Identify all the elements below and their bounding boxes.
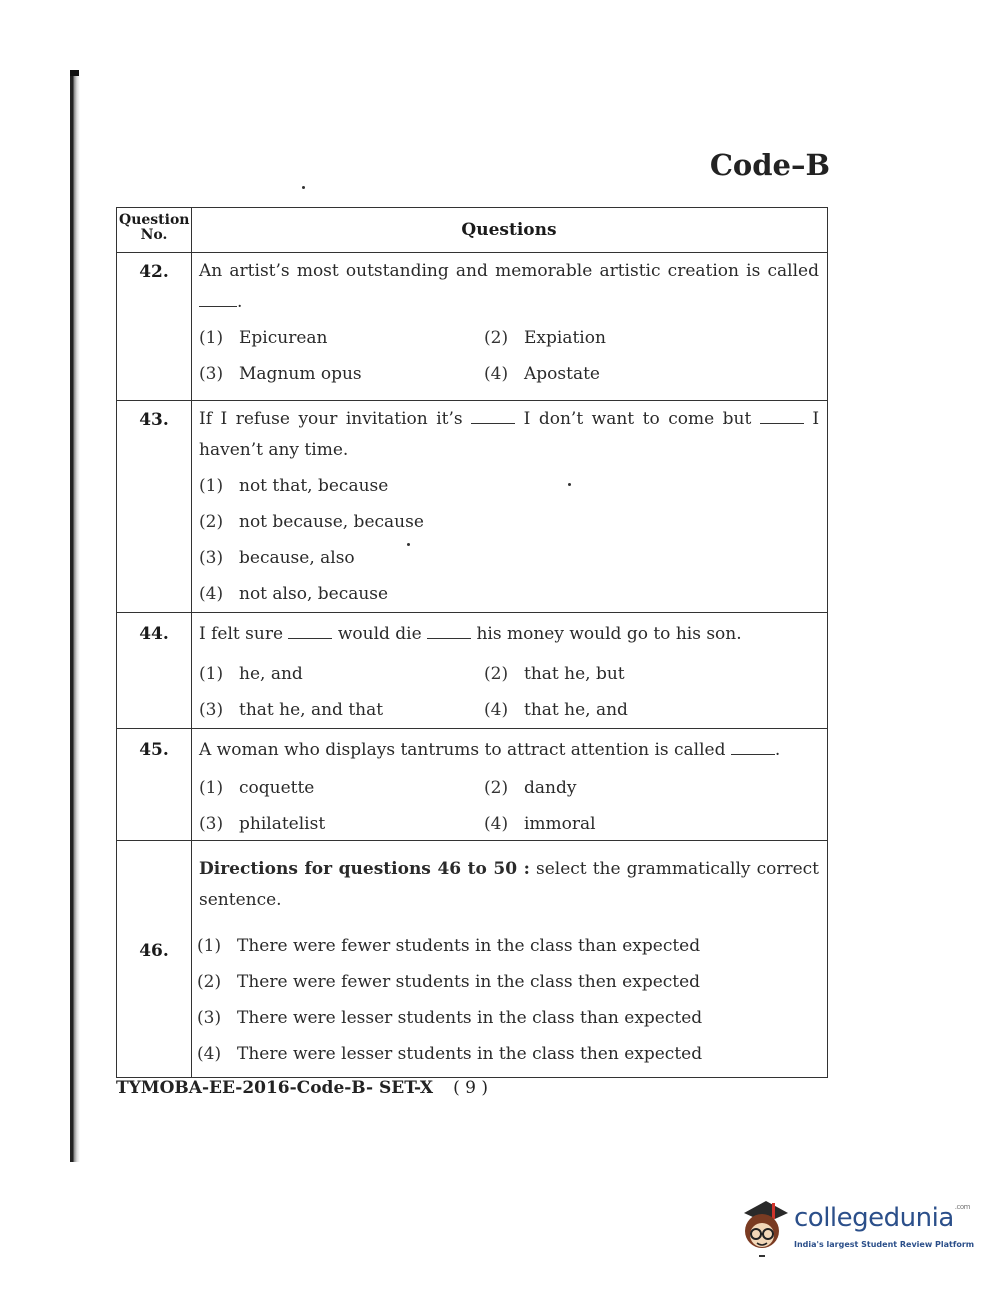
option-number: (4) bbox=[199, 584, 224, 604]
option-number: (4) bbox=[484, 814, 509, 834]
option-text: coquette bbox=[239, 778, 315, 798]
option-number: (3) bbox=[199, 548, 224, 568]
option-text: because, also bbox=[239, 548, 355, 568]
option-number: (4) bbox=[484, 700, 509, 720]
option-text: not also, because bbox=[239, 584, 389, 604]
option-2[interactable] bbox=[484, 778, 576, 798]
scan-shadow-edge bbox=[70, 72, 80, 1162]
question-stem-part-c: his money would go to his son. bbox=[476, 624, 742, 644]
option-4[interactable] bbox=[484, 364, 600, 384]
question-stem-part-a: I felt sure bbox=[199, 624, 284, 644]
option-1[interactable] bbox=[199, 664, 303, 684]
question-43 bbox=[117, 400, 827, 613]
header-question-no: Question No. bbox=[119, 212, 190, 243]
question-text bbox=[199, 404, 819, 466]
option-1[interactable] bbox=[199, 476, 388, 496]
option-number: (3) bbox=[199, 814, 224, 834]
question-stem-part-b: would die bbox=[337, 624, 422, 644]
option-text: that he, and that bbox=[239, 700, 384, 720]
option-2[interactable] bbox=[484, 328, 606, 348]
option-2[interactable] bbox=[484, 664, 625, 684]
option-1[interactable] bbox=[197, 936, 700, 956]
answer-blank bbox=[760, 411, 804, 424]
option-1[interactable] bbox=[199, 328, 327, 348]
option-text: Magnum opus bbox=[239, 364, 362, 384]
question-stem-end: . bbox=[237, 292, 243, 312]
answer-blank bbox=[288, 626, 332, 639]
option-number: (4) bbox=[197, 1044, 222, 1064]
option-number: (2) bbox=[484, 664, 509, 684]
option-text: immoral bbox=[524, 814, 596, 834]
answer-blank bbox=[471, 411, 515, 424]
option-number: (2) bbox=[484, 778, 509, 798]
option-3[interactable] bbox=[199, 700, 383, 720]
option-text: There were fewer students in the class then expected bbox=[237, 972, 701, 992]
directions-body: select the grammatically correct sentence. bbox=[199, 859, 819, 910]
answer-blank bbox=[199, 294, 237, 307]
logo-tagline: India's largest Student Review Platform bbox=[794, 1240, 975, 1249]
answer-blank bbox=[427, 626, 471, 639]
option-number: (2) bbox=[199, 512, 224, 532]
scan-speck bbox=[568, 483, 571, 486]
question-stem-end: . bbox=[774, 740, 781, 760]
scan-mark bbox=[70, 70, 79, 76]
option-number: (1) bbox=[199, 476, 224, 496]
option-number: (2) bbox=[484, 328, 509, 348]
directions-heading: Directions for questions 46 to 50 : bbox=[199, 859, 530, 879]
option-4[interactable] bbox=[484, 814, 596, 834]
option-text: There were lesser students in the class then expected bbox=[237, 1044, 703, 1064]
option-1[interactable] bbox=[199, 778, 314, 798]
logo-name: collegedunia bbox=[794, 1203, 954, 1233]
option-text: that he, and bbox=[524, 700, 628, 720]
collegedunia-logo bbox=[738, 1195, 975, 1265]
paper-code: TYMOBA-EE-2016-Code-B- SET-X bbox=[116, 1078, 434, 1098]
option-number: (1) bbox=[199, 778, 224, 798]
option-number: (4) bbox=[484, 364, 509, 384]
option-3[interactable] bbox=[199, 548, 355, 568]
question-42 bbox=[117, 252, 827, 401]
option-number: (1) bbox=[197, 936, 222, 956]
option-text: not because, because bbox=[239, 512, 424, 532]
option-number: (3) bbox=[199, 700, 224, 720]
question-stem-part-b: I don’t want to come but bbox=[523, 409, 752, 429]
page-number: ( 9 ) bbox=[453, 1078, 488, 1098]
option-text: Epicurean bbox=[239, 328, 328, 348]
question-stem-part-a: If I refuse your invitation it’s bbox=[199, 409, 463, 429]
question-number: 44. bbox=[139, 624, 169, 644]
option-text: There were lesser students in the class than expected bbox=[237, 1008, 703, 1028]
question-45 bbox=[117, 728, 827, 841]
option-number: (1) bbox=[199, 328, 224, 348]
question-number: 42. bbox=[139, 262, 169, 282]
logo-suffix: .com bbox=[954, 1203, 970, 1211]
option-4[interactable] bbox=[199, 584, 388, 604]
option-4[interactable] bbox=[484, 700, 628, 720]
question-text bbox=[199, 256, 819, 318]
question-44 bbox=[117, 612, 827, 729]
mascot-icon bbox=[738, 1195, 794, 1261]
question-number: 43. bbox=[139, 410, 169, 430]
option-3[interactable] bbox=[199, 814, 325, 834]
question-number: 46. bbox=[139, 941, 169, 961]
option-text: that he, but bbox=[524, 664, 625, 684]
logo-wordmark bbox=[794, 1203, 970, 1233]
option-text: Apostate bbox=[524, 364, 600, 384]
option-number: (3) bbox=[197, 1008, 222, 1028]
option-number: (3) bbox=[199, 364, 224, 384]
header-questions: Questions bbox=[461, 220, 557, 240]
scan-speck bbox=[407, 543, 410, 546]
option-number: (1) bbox=[199, 664, 224, 684]
option-text: not that, because bbox=[239, 476, 389, 496]
table-header bbox=[117, 208, 827, 253]
question-stem: A woman who displays tantrums to attract attention is called bbox=[199, 740, 726, 760]
option-text: dandy bbox=[524, 778, 577, 798]
question-text bbox=[199, 619, 819, 650]
scan-speck bbox=[302, 186, 305, 189]
option-2[interactable] bbox=[199, 512, 424, 532]
option-3[interactable] bbox=[197, 1008, 702, 1028]
option-text: he, and bbox=[239, 664, 303, 684]
directions-text bbox=[199, 854, 819, 916]
question-46 bbox=[117, 840, 827, 1076]
option-number: (2) bbox=[197, 972, 222, 992]
question-text bbox=[199, 735, 819, 766]
option-text: Expiation bbox=[524, 328, 606, 348]
option-3[interactable] bbox=[199, 364, 362, 384]
question-stem: An artist’s most outstanding and memorable artistic creation is called bbox=[199, 261, 819, 281]
code-title: Code–B bbox=[709, 148, 830, 182]
question-stem-part-c: I haven’t any time. bbox=[199, 409, 820, 460]
option-text: philatelist bbox=[239, 814, 326, 834]
option-2[interactable] bbox=[197, 972, 700, 992]
question-number: 45. bbox=[139, 740, 169, 760]
answer-blank bbox=[731, 742, 775, 755]
question-table bbox=[116, 207, 828, 1078]
page-footer bbox=[116, 1078, 488, 1098]
option-text: There were fewer students in the class than expected bbox=[237, 936, 701, 956]
option-4[interactable] bbox=[197, 1044, 702, 1064]
